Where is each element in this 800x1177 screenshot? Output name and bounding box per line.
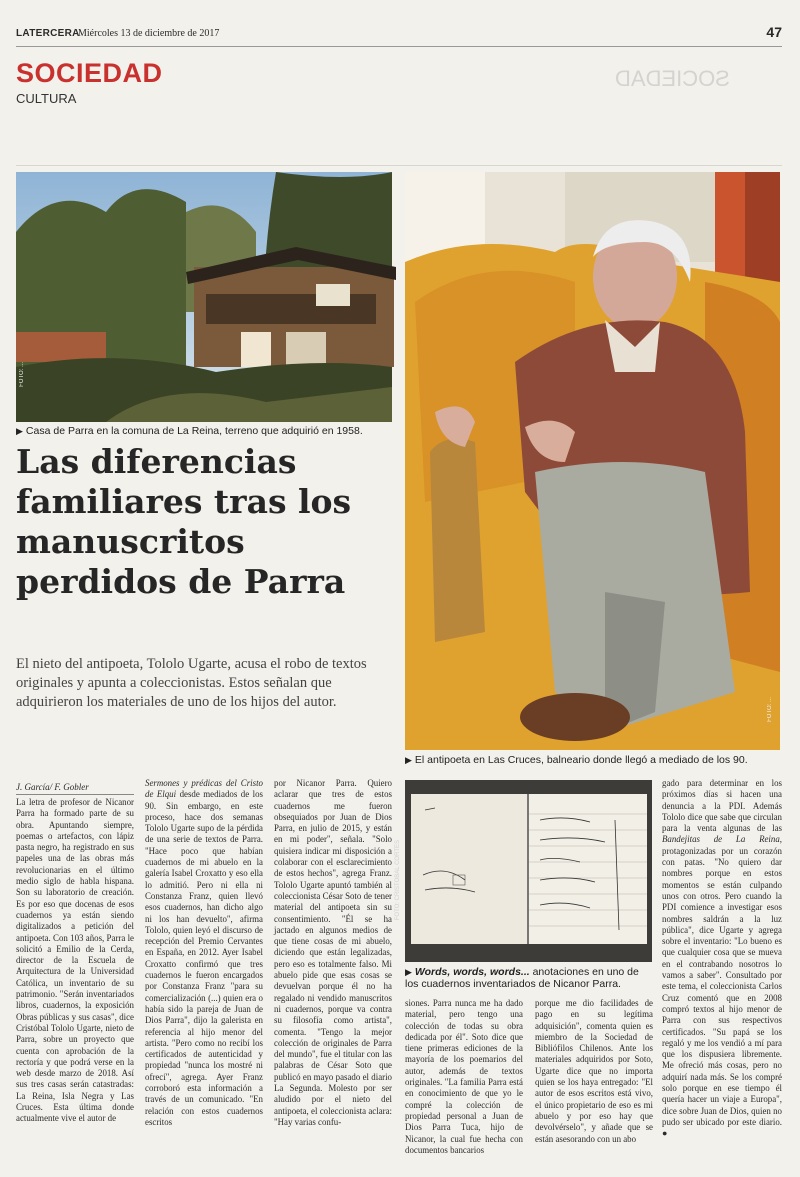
- notebook-caption-text: anotaciones en uno de los cuadernos inventariados de Nicanor Parra.: [405, 966, 639, 990]
- show-through-section-title: SOCIEDAD: [615, 66, 730, 91]
- masthead: [16, 20, 782, 47]
- section-subtitle: CULTURA: [16, 91, 77, 106]
- artwork-title: Bandejitas de La Reina: [662, 834, 780, 845]
- newspaper-name: LATERCERA: [16, 28, 80, 39]
- caption-arrow-icon: ▶: [16, 426, 23, 436]
- portrait-photo-credit: FOTO: ...: [767, 697, 773, 722]
- notebook-photo-credit: FOTO: CRISTÓBAL CORTÉS: [395, 840, 401, 921]
- body-column-2-text: desde mediados de los 90. Sin embargo, en este proceso, hace dos semanas Tololo Ugarte supo de la pérdida de una serie de textos de Parra. "Hace poco que habían cuadernos de mi abuelo en la galería Isabel Croxatto y eso ella lo admitió. Pero ni ella ni Constanza Franz, quien llevó esos cuadernos, han dicho algo ni los han devuelto", afirma Tololo, quien leyó el discurso de recepción del Premio Cervantes en España, en 2012. Ayer Isabel Croxatto confirmó que tres cuadernos le fueron encargados por Constanza Franz "para su comercialización (...) quien era o había sido la pareja de Juan de Dios Parra", dijo la galerista en referencia al hijo menor del artista. "Pero como no recibí los certificados de autenticidad y propiedad "nunca los mostré ni ofrecí", agrega. Ayer Franz corroboró esta información a través de un comunicado. "En relación con estos cuadernos escritos: [145, 789, 263, 1127]
- body-column-1: La letra de profesor de Nicanor Parra ha formado parte de su obra. Apuntando siempre, poemas o artefactos, con lápiz pasta negro, ha registrado en sus papeles una de las obras más revolucionarias en el último medio siglo de habla hispana. Son su laboratorio de creación. Es por eso que docenas de esos cuadernos ya están siendo digitalizados a petición del antipoeta. Con 103 años, Parra le solicitó a Emilio de la Cerda, director de la Escuela de Arquitectura de la Universidad Católica, un inventario de su patrimonio. "Serán inventariados libros, cuadernos, la exposición Obras públicas y sus casas", dice Cristóbal Tololo Ugarte, nieto de Parra, sobre un proyecto que cuenta con aprobación de la rectoría y que podrá verse en la web desde marzo de 2018. Así sus tres casas serán catastradas: La Reina, Isla Negra y Las Cruces. Esta última donde actualmente vive el autor de: [16, 797, 134, 1124]
- body-column-6-text-a: gado para determinar en los próximos días si hacen una denuncia a la PDI. Además Tololo dice que sabe que circulan para la venta algunas de las: [662, 778, 782, 834]
- book-title: Sermones y prédicas del Cristo de Elqui: [145, 778, 263, 800]
- article-headline: Las diferencias familiares tras los manuscritos perdidos de Parra: [16, 442, 352, 601]
- notebook-photo-caption: [405, 966, 655, 990]
- byline: J. García/ F. Gobler: [16, 782, 134, 795]
- body-column-6-text-b: , protagonizadas por un corazón con patas. "No quiero dar nombres porque en estos momentos se están culpando unos con otros. Pero cuando la PDI comience a investigar esos nombres saldrán a la luz pública", dice Ugarte y agrega sobre el inventario: "Lo bueno es que cualquier cosa que se mueva en el contrabando nosotros lo vamos a saber". Consultado por este tema, el coleccionista Carlos Cruz comentó que en 2008 compró textos al hijo menor de Parra con sus respectivos certificados. "Su papá se los regaló y me los vendió a mí para que los dispusiera libremente. Me ofreció más cosas, pero no adquirí nada más. Se los compré solo porque en ese tiempo él quería hacer un viaje a Europa", dice sobre Juan de Dios, quien no pudo ser ubicado por este diario.: [662, 834, 782, 1127]
- house-caption-text: Casa de Parra en la comuna de La Reina, terreno que adquirió en 1958.: [25, 425, 363, 437]
- notebook-photo: [395, 780, 652, 962]
- house-photo-image: [16, 172, 392, 422]
- body-column-6: [662, 778, 782, 1140]
- end-mark-icon: ●: [662, 1128, 668, 1139]
- body-column-2: [145, 778, 263, 1128]
- notebook-photo-image: [405, 780, 652, 962]
- body-column-3: por Nicanor Parra. Quiero aclarar que tres de estos cuadernos me fueron obsequiados por Juan de Dios Parra, en julio de 2015, y están en mi poder", señala. "Solo quisiera indicar mi disposición a colaborar con el esclarecimiento de estos hechos", agrega Franz. Tololo Ugarte apuntó también al coleccionista César Soto de tener material del antipoeta sin su consentimiento. "Él se ha jactado en algunos medios de que tiene cosas de mi abuelo, diciendo que están legalizadas, pero eso es totalmente falso. Mi abuelo pide que esas cosas se devuelvan porque él no ha regalado ni vendido manuscritos ni cuadernos, porque va contra su filosofía como artista", comenta. "Tengo la mejor colección de originales de Parra del mundo", fue el titular con las palabras de César Soto que publicó en mayo pasado el diario La Segunda. Molesto por ser aludido por el nieto del antipoeta, el coleccionista aclara: "Hay varias confu-: [274, 778, 392, 1127]
- article-dek: El nieto del antipoeta, Tololo Ugarte, acusa el robo de textos originales y apunta a coleccionistas. Estos señalan que adquirieron los materiales de uno de los hijos del autor.: [16, 656, 367, 710]
- caption-arrow-icon: ▶: [405, 967, 412, 977]
- issue-date: Miércoles 13 de diciembre de 2017: [78, 28, 220, 39]
- top-divider: [16, 165, 782, 166]
- body-column-5: porque me dio facilidades de pago en su legítima adquisición", comenta quien es miembro de la Sociedad de Bibliófilos Chilenos. Ante los materiales adquiridos por Soto, Ugarte dice que no importa quien se los haya entregado: "El autor de esos escritos está vivo, el único propietario de eso es mi abuelo y por eso hay que devolvérselo", y añade que se están asesorando con un abo: [535, 998, 653, 1144]
- portrait-photo: [405, 172, 780, 750]
- caption-arrow-icon: ▶: [405, 755, 412, 765]
- house-photo: [16, 172, 392, 422]
- portrait-photo-caption: [405, 754, 785, 766]
- house-photo-credit: FOTO: ...: [19, 362, 25, 387]
- body-column-4: siones. Parra nunca me ha dado material, pero tengo una colección de todas su obra dedicada por él". Soto dice que tiene primeras ediciones de la mayoría de los poemarios del autor, además de textos originales. "La familia Parra está en conocimiento de que yo le compré la colección de propiedad personal a Juan de Dios Parra Tuca, hijo de Nicanor, la cual fue hecha con documentos bancarios: [405, 998, 523, 1155]
- section-title: SOCIEDAD: [16, 58, 163, 88]
- portrait-photo-image: [405, 172, 780, 750]
- portrait-caption-text: El antipoeta en Las Cruces, balneario donde llegó a mediado de los 90.: [414, 754, 748, 766]
- page-number: 47: [766, 24, 782, 40]
- notebook-caption-italic: Words, words, words...: [414, 966, 530, 978]
- house-photo-caption: [16, 425, 396, 437]
